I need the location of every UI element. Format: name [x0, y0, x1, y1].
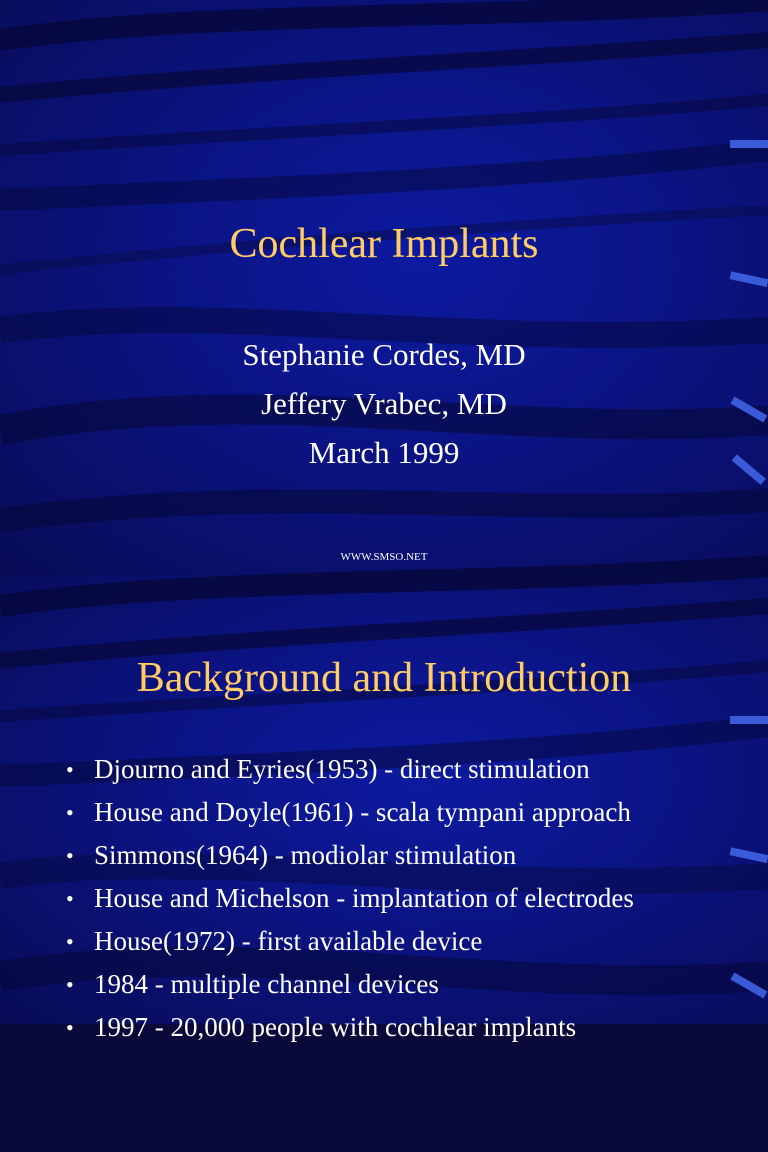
author-block	[0, 330, 768, 477]
bullet-item	[62, 748, 634, 791]
bullet-item	[62, 877, 634, 920]
presentation-date: March 1999	[308, 435, 460, 470]
bullet-dot-icon: •	[66, 886, 74, 911]
bullet-item	[62, 791, 634, 834]
slide-title: Cochlear Implants	[229, 221, 539, 267]
slide-title: Background and Introduction	[136, 655, 632, 701]
bullet-dot-icon: •	[66, 757, 74, 782]
bullet-text: Simmons(1964) - modiolar stimulation	[94, 840, 517, 870]
bullet-text: 1984 - multiple channel devices	[94, 969, 439, 999]
bullet-dot-icon: •	[66, 929, 74, 954]
bullet-dot-icon: •	[66, 843, 74, 868]
bullet-text: House(1972) - first available device	[94, 926, 483, 956]
content-slide	[0, 576, 768, 1042]
author-name: Stephanie Cordes, MD	[242, 337, 526, 372]
footer-url: WWW.SMSO.NET	[340, 551, 428, 563]
edge-ticks-graphic	[728, 576, 768, 1024]
bullet-list	[62, 748, 634, 1049]
bullet-dot-icon: •	[66, 972, 74, 997]
bullet-text: House and Michelson - implantation of electrodes	[94, 883, 634, 913]
bullet-dot-icon: •	[66, 1015, 74, 1040]
bullet-item	[62, 1006, 634, 1049]
bullet-text: Djourno and Eyries(1953) - direct stimulation	[94, 754, 590, 784]
bullet-item	[62, 920, 634, 963]
bullet-item	[62, 834, 634, 877]
bullet-item	[62, 963, 634, 1006]
author-name: Jeffery Vrabec, MD	[261, 386, 507, 421]
bullet-text: House and Doyle(1961) - scala tympani approach	[94, 797, 631, 827]
bullet-text: 1997 - 20,000 people with cochlear implants	[94, 1012, 577, 1042]
bullet-dot-icon: •	[66, 800, 74, 825]
edge-ticks-graphic	[728, 0, 768, 576]
